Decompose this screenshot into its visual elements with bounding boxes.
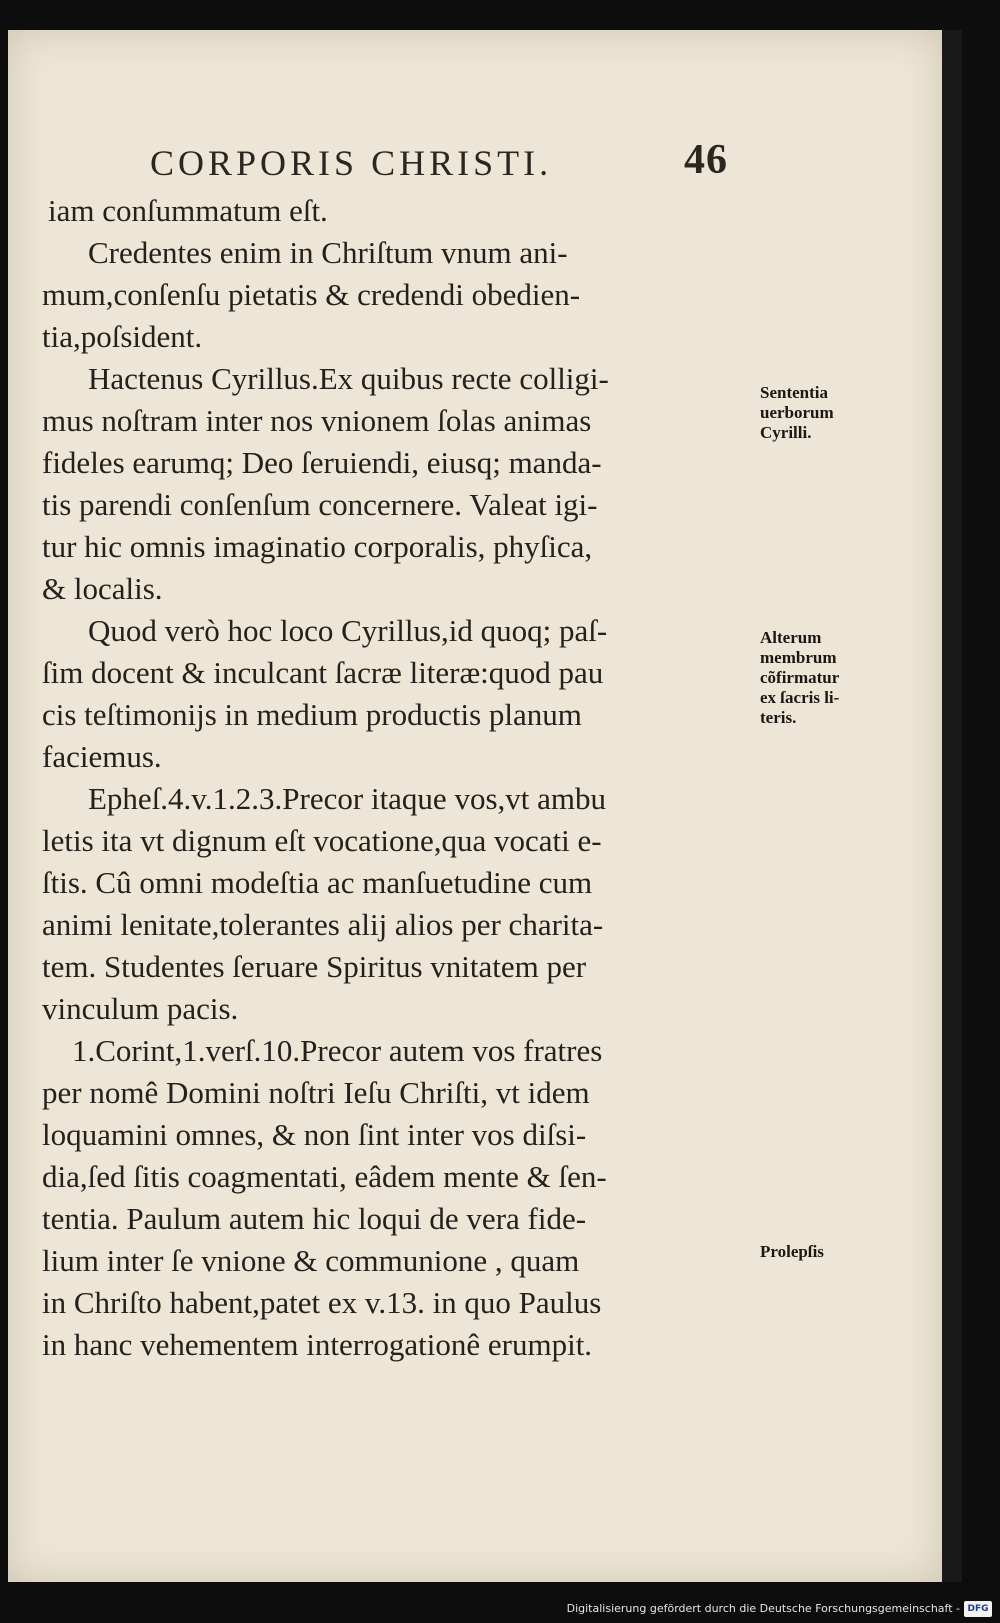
margin-note-line: cõfirmatur <box>760 668 840 687</box>
margin-note-line: uerborum <box>760 403 834 422</box>
text-line: mum,conſenſu pietatis & credendi obedien- <box>42 277 581 312</box>
dfg-logo-icon: DFG <box>964 1601 992 1617</box>
margin-note-sententia <box>760 383 834 443</box>
margin-note-line: Alterum <box>760 628 822 647</box>
text-line: mus noſtram inter nos vnionem ſolas animas <box>42 403 592 438</box>
footer-bar <box>0 1598 1000 1623</box>
text-line: 1.Corint,1.verſ.10.Precor autem vos fratres <box>72 1033 603 1068</box>
text-line: Quod verò hoc loco Cyrillus,id quoq; paſ- <box>88 613 608 648</box>
text-line: Epheſ.4.v.1.2.3.Precor itaque vos,vt ambu <box>88 781 606 816</box>
margin-note-prolepsis <box>760 1242 824 1262</box>
margin-note-alterum <box>760 628 839 728</box>
text-line: dia,ſed ſitis coagmentati, eâdem mente & ſen- <box>42 1159 607 1194</box>
text-line: vinculum pacis. <box>42 991 239 1026</box>
text-line: lium inter ſe vnione & communione , quam <box>42 1243 580 1278</box>
text-line: ſim docent & inculcant ſacræ literæ:quod pau <box>42 655 604 690</box>
text-line: tentia. Paulum autem hic loqui de vera fide- <box>42 1201 587 1236</box>
margin-note-line: Sententia <box>760 383 828 402</box>
body-text <box>42 190 742 1366</box>
margin-note-line: membrum <box>760 648 837 667</box>
text-line: tem. Studentes ſeruare Spiritus vnitatem per <box>42 949 587 984</box>
running-head-title: CORPORIS CHRISTI. <box>150 143 553 183</box>
text-line: tur hic omnis imaginatio corporalis, phyſica, <box>42 529 593 564</box>
text-line: letis ita vt dignum eſt vocatione,qua vocati e- <box>42 823 602 858</box>
text-line: & localis. <box>42 571 163 606</box>
footer-credit: Digitalisierung gefördert durch die Deutsche Forschungsgemeinschaft - <box>566 1602 960 1615</box>
margin-note-line: Prolepſis <box>760 1242 824 1261</box>
text-line: Hactenus Cyrillus.Ex quibus recte colligi- <box>88 361 609 396</box>
text-line: faciemus. <box>42 739 162 774</box>
text-line: Credentes enim in Chriſtum vnum ani- <box>88 235 568 270</box>
page-edge-shadow <box>942 30 962 1582</box>
text-line: cis teſtimonijs in medium productis planum <box>42 697 582 732</box>
margin-note-line: ex ſacris li- <box>760 688 840 707</box>
page-number: 46 <box>684 137 728 183</box>
running-header <box>150 137 770 192</box>
text-line: tis parendi conſenſum concernere. Valeat igi- <box>42 487 598 522</box>
text-line: in Chriſto habent,patet ex v.13. in quo Paulus <box>42 1285 602 1320</box>
text-line: per nomê Domini noſtri Ieſu Chriſti, vt idem <box>42 1075 590 1110</box>
margin-note-line: teris. <box>760 708 797 727</box>
text-line: in hanc vehementem interrogationê erumpit. <box>42 1327 593 1362</box>
text-line: animi lenitate,tolerantes alij alios per charita- <box>42 907 604 942</box>
text-line: fideles earumq; Deo ſeruiendi, eiusq; manda- <box>42 445 602 480</box>
text-line: tia,poſsident. <box>42 319 203 354</box>
text-line: ſtis. Cû omni modeſtia ac manſuetudine cum <box>42 865 593 900</box>
text-line: iam conſummatum eſt. <box>48 193 328 228</box>
margin-note-line: Cyrilli. <box>760 423 812 442</box>
text-line: loquamini omnes, & non ſint inter vos diſsi- <box>42 1117 587 1152</box>
